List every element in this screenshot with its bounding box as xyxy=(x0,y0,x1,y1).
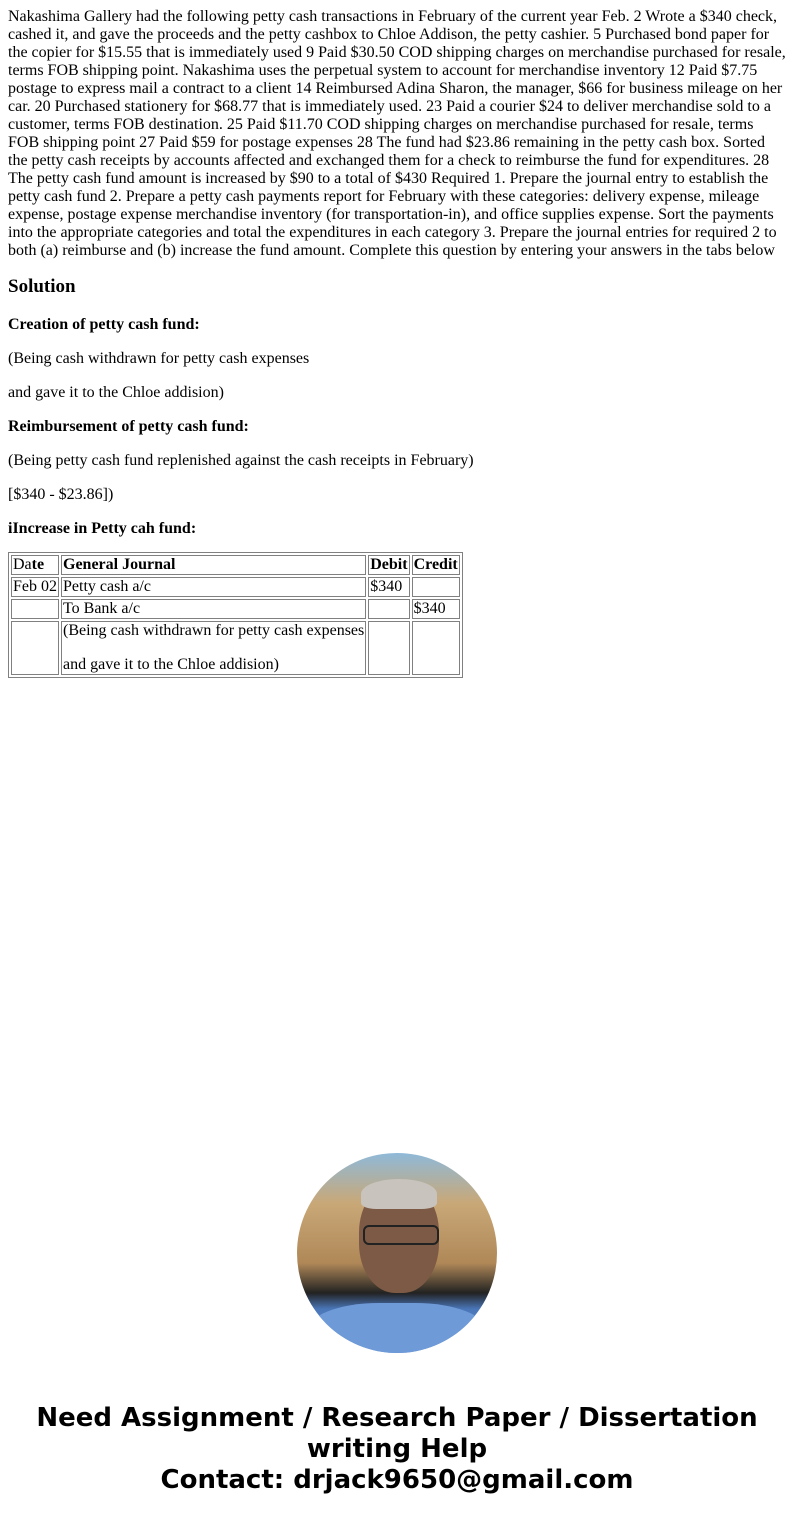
cell-date xyxy=(11,621,59,675)
cell-credit xyxy=(412,621,460,675)
increase-heading: iIncrease in Petty cah fund: xyxy=(8,520,197,537)
reimbursement-heading: Reimbursement of petty cash fund: xyxy=(8,418,249,435)
header-date-part1: Da xyxy=(13,556,32,573)
avatar-shirt xyxy=(307,1303,487,1353)
header-journal: General Journal xyxy=(61,555,366,575)
header-date-part2: te xyxy=(31,556,45,573)
cell-narration xyxy=(61,621,366,675)
author-avatar xyxy=(297,1153,497,1353)
cell-credit: $340 xyxy=(412,599,460,619)
question-text: Nakashima Gallery had the following petty cash transactions in February of the current year Feb. 2 Wrote a $340 check, cashed it, and gave the proceeds and the petty cashbox to Chloe Addison, the petty cashier. 5 Purchased bond paper for the copier for $15.55 that is immediately used 9 Paid $30.50 COD shipping charges on merchandise purchased for resale, terms FOB shipping point. Nakashima uses the perpetual system to account for merchandise inventory 12 Paid $7.75 postage to express mail a contract to a client 14 Reimbursed Adina Sharon, the manager, $66 for business mileage on her car. 20 Purchased stationery for $68.77 that is immediately used. 23 Paid a courier $24 to deliver merchandise sold to a customer, terms FOB destination. 25 Paid $11.70 COD shipping charges on merchandise purchased for resale, terms FOB shipping point 27 Paid $59 for postage expenses 28 The fund had $23.86 remaining in the petty cash box. Sorted the petty cash receipts by accounts affected and exchanged them for a check to reimburse the fund for expenditures. 28 The petty cash fund amount is increased by $90 to a total of $430 Required 1. Prepare the journal entry to establish the petty cash fund 2. Prepare a petty cash payments report for February with these categories: delivery expense, mileage expense, postage expense merchandise inventory (for transportation-in), and office supplies expense. Sort the payments into the appropriate categories and total the expenditures in each category 3. Prepare the journal entries for required 2 to both (a) reimburse and (b) increase the fund amount. Complete this question by entering your answers in the tabs below xyxy=(8,8,786,259)
document xyxy=(0,0,794,678)
cell-debit xyxy=(368,621,409,675)
table-row xyxy=(11,577,460,597)
cell-debit xyxy=(368,599,409,619)
avatar-hair xyxy=(361,1179,437,1209)
footer-contact: Contact: drjack9650@gmail.com xyxy=(160,1465,634,1495)
reimbursement-line-2: [$340 - $23.86]) xyxy=(8,486,114,503)
header-debit: Debit xyxy=(370,556,408,573)
table-row xyxy=(11,599,460,619)
solution-heading: Solution xyxy=(8,276,76,297)
table-row xyxy=(11,621,460,675)
journal-table xyxy=(8,552,463,678)
cell-account: To Bank a/c xyxy=(61,599,366,619)
header-credit: Credit xyxy=(413,556,458,573)
narration-line-2: and gave it to the Chloe addision) xyxy=(63,656,279,673)
footer-line-1: Need Assignment / Research Paper / Dissertation writing Help xyxy=(36,1403,758,1464)
narration-line-1: (Being cash withdrawn for petty cash expenses xyxy=(63,622,365,639)
cell-date: Feb 02 xyxy=(13,578,57,595)
table-header-row xyxy=(11,555,460,575)
creation-line-1: (Being cash withdrawn for petty cash expenses xyxy=(8,350,310,367)
creation-line-2: and gave it to the Chloe addision) xyxy=(8,384,224,401)
avatar-glasses xyxy=(363,1225,439,1245)
cell-debit: $340 xyxy=(368,577,409,597)
cell-account: Petty cash a/c xyxy=(61,577,366,597)
cell-credit xyxy=(412,577,460,597)
reimbursement-line-1: (Being petty cash fund replenished against the cash receipts in February) xyxy=(8,452,474,469)
creation-heading: Creation of petty cash fund: xyxy=(8,316,200,333)
header-date xyxy=(11,555,59,575)
footer-banner xyxy=(0,1403,794,1496)
cell-date xyxy=(11,599,59,619)
